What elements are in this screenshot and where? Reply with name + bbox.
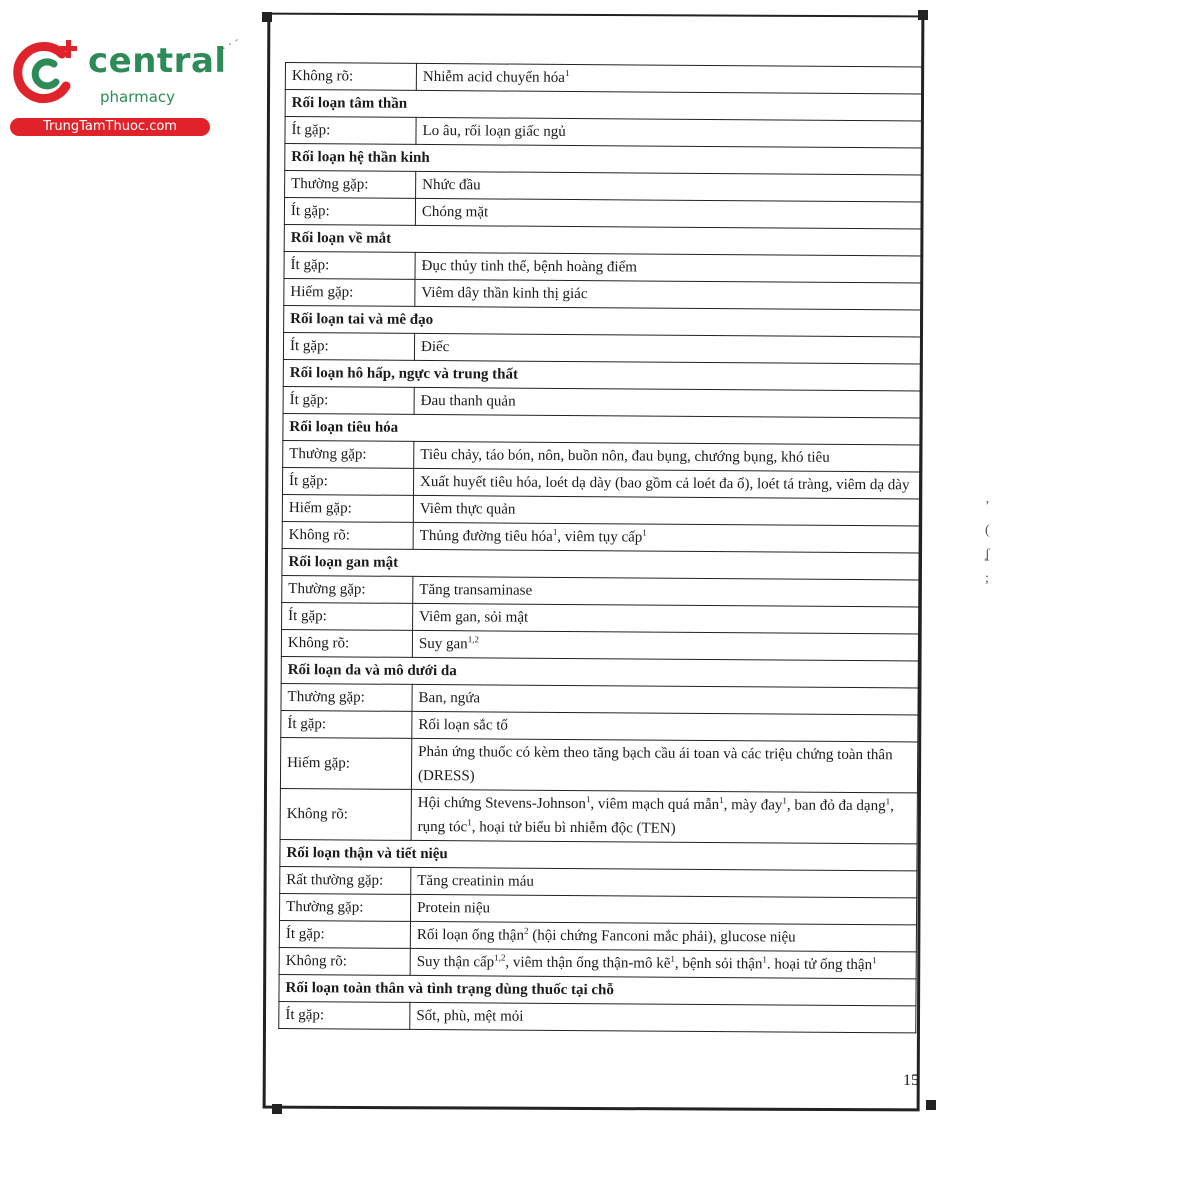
- effect-cell: [410, 948, 916, 979]
- effect-cell: [414, 333, 920, 364]
- footnote-ref: 1: [585, 794, 591, 805]
- effect-cell: [416, 171, 922, 202]
- effect-cell: [410, 1002, 916, 1033]
- effect-cell: [410, 921, 916, 952]
- adverse-effects-table: [278, 62, 923, 1033]
- frequency-cell: Không rõ:: [282, 521, 413, 549]
- effect-cell: [411, 894, 917, 925]
- effect-cell: [415, 279, 921, 310]
- margin-scan-marks: ʼ ( ʆ ;: [985, 499, 990, 586]
- effect-text: Rối loạn ống thận: [416, 926, 525, 944]
- crop-mark-bottom-left: [272, 1104, 282, 1114]
- effect-cell: [412, 684, 918, 715]
- effect-cell: [413, 576, 919, 607]
- section-title: Rối loạn tai và mê đạo: [284, 305, 921, 336]
- logo-url-banner: TrungTamThuoc.com: [10, 118, 210, 136]
- effect-text: , rụng tóc: [417, 798, 894, 836]
- section-title: Rối loạn tâm thần: [285, 90, 922, 121]
- frequency-cell: Không rõ:: [285, 63, 416, 91]
- frequency-cell: Rất thường gặp:: [280, 866, 411, 894]
- scan-specks: .·´: [222, 38, 241, 53]
- effect-cell: [416, 117, 922, 148]
- frequency-cell: Thường gặp:: [283, 440, 414, 468]
- effect-text: , viêm tụy cấp: [557, 528, 643, 546]
- central-pharmacy-logo-icon: [10, 36, 82, 108]
- effect-text: , bệnh sỏi thận: [674, 955, 763, 973]
- frequency-cell: Hiếm gặp:: [282, 494, 413, 522]
- effect-text: Đục thủy tinh thể, bệnh hoàng điểm: [421, 257, 638, 276]
- frequency-cell: Ít gặp:: [285, 117, 416, 145]
- effect-cell: [415, 252, 921, 283]
- effect-text: Viêm gan, sỏi mật: [419, 608, 529, 626]
- effect-text: Chóng mặt: [421, 203, 489, 221]
- frequency-cell: Ít gặp:: [282, 467, 413, 495]
- footnote-ref: 1,2: [494, 952, 506, 963]
- frequency-cell: Không rõ:: [280, 788, 411, 840]
- effect-text: Tăng transaminase: [419, 581, 533, 599]
- effect-text: Rối loạn sắc tố: [418, 716, 509, 734]
- footnote-ref: 1: [467, 817, 472, 828]
- frequency-cell: Thường gặp:: [282, 575, 413, 603]
- effect-text: Suy gan: [418, 635, 468, 653]
- effect-text: Phản ứng thuốc có kèm theo tăng bạch cầu ái toan và các triệu chứng toàn thân (DRESS): [417, 743, 893, 785]
- effect-cell: [412, 711, 918, 742]
- pharmacy-logo: [10, 36, 227, 136]
- section-title: Rối loạn gan mật: [282, 548, 919, 579]
- effect-text: , viêm thận ống thận-mô kẽ: [505, 954, 671, 972]
- crop-mark-top-left: [262, 12, 272, 22]
- effect-text: Suy thận cấp: [416, 953, 495, 971]
- effect-text: Sốt, phù, mệt mỏi: [416, 1007, 524, 1025]
- effect-text: Điếc: [420, 338, 450, 356]
- page-number: 15: [903, 1072, 919, 1089]
- crop-mark-top-right: [918, 10, 928, 20]
- footnote-ref: 1: [782, 795, 787, 806]
- frequency-cell: Ít gặp:: [282, 602, 413, 630]
- frequency-cell: Hiếm gặp:: [284, 278, 415, 306]
- effect-text: Tăng creatinin máu: [417, 872, 534, 890]
- table-row: [280, 737, 917, 792]
- effect-text: Viêm dây thần kinh thị giác: [421, 284, 588, 303]
- effect-cell: [411, 867, 917, 898]
- effect-cell: [414, 441, 920, 472]
- frequency-cell: Thường gặp:: [280, 893, 411, 921]
- frequency-cell: Ít gặp:: [283, 386, 414, 414]
- effect-cell: [412, 630, 918, 661]
- effect-cell: [416, 63, 922, 94]
- section-title: Rối loạn về mắt: [284, 224, 921, 255]
- section-title: Rối loạn hệ thần kinh: [285, 144, 922, 175]
- footnote-ref: 1: [719, 795, 724, 806]
- frequency-cell: Thường gặp:: [285, 171, 416, 199]
- section-title: Rối loạn toàn thân và tình trạng dùng thuốc tại chỗ: [279, 974, 916, 1005]
- frequency-cell: Ít gặp:: [284, 198, 415, 226]
- effect-text: Xuất huyết tiêu hóa, loét dạ dày (bao gồm cả loét đa ổ), loét tá tràng, viêm dạ dày: [420, 473, 910, 494]
- frequency-cell: Ít gặp:: [284, 251, 415, 279]
- effect-text: , hoại tử biểu bì nhiễm độc (TEN): [471, 819, 676, 837]
- effect-text: Nhức đầu: [422, 176, 481, 194]
- footnote-ref: 1: [885, 796, 891, 807]
- footnote-ref: 1: [762, 954, 767, 965]
- effect-text: Nhiễm acid chuyển hóa: [422, 68, 565, 86]
- effect-text: , viêm mạch quá mẫn: [590, 796, 720, 814]
- frequency-cell: Ít gặp:: [281, 710, 412, 738]
- effect-cell: [411, 738, 917, 793]
- footnote-ref: 2: [523, 925, 529, 936]
- effect-text: Đau thanh quản: [420, 392, 516, 410]
- logo-subtitle: pharmacy: [100, 88, 176, 106]
- footnote-ref: 1: [564, 67, 570, 78]
- footnote-ref: 1: [642, 527, 647, 538]
- effect-text: Viêm thực quản: [419, 500, 516, 518]
- section-title: Rối loạn thận và tiết niệu: [280, 839, 917, 870]
- section-title: Rối loạn da và mô dưới da: [281, 656, 918, 687]
- section-title: Rối loạn tiêu hóa: [283, 413, 920, 444]
- frequency-cell: Ít gặp:: [279, 1001, 410, 1029]
- effect-text: , ban đỏ đa dạng: [786, 797, 886, 815]
- frequency-cell: Ít gặp:: [283, 332, 414, 360]
- frequency-cell: Thường gặp:: [281, 683, 412, 711]
- effect-text: Lo âu, rối loạn giấc ngủ: [422, 122, 566, 140]
- adverse-effects-table-wrapper: [278, 62, 923, 1033]
- logo-brand: central: [88, 41, 227, 81]
- effect-text: . hoại tử ống thận: [766, 956, 873, 974]
- footnote-ref: 1: [670, 953, 675, 964]
- crop-mark-bottom-right: [926, 1100, 936, 1110]
- footnote-ref: 1: [872, 955, 877, 966]
- frequency-cell: Hiếm gặp:: [280, 737, 411, 789]
- effect-cell: [413, 468, 919, 499]
- footnote-ref: 1: [552, 526, 558, 537]
- effect-text: Thủng đường tiêu hóa: [419, 527, 553, 545]
- effect-text: (hội chứng Fanconi mắc phải), glucose niệu: [528, 927, 796, 946]
- table-row: [280, 788, 917, 843]
- effect-text: , mày đay: [723, 797, 783, 814]
- effect-cell: [413, 603, 919, 634]
- effect-cell: [411, 789, 917, 844]
- effect-cell: [413, 522, 919, 553]
- footnote-ref: 1,2: [467, 634, 480, 645]
- effect-text: Hội chứng Stevens-Johnson: [417, 794, 587, 813]
- effect-text: Ban, ngứa: [418, 689, 481, 707]
- table-row: [279, 1001, 916, 1032]
- effect-cell: [413, 495, 919, 526]
- frequency-cell: Không rõ:: [281, 629, 412, 657]
- frequency-cell: Ít gặp:: [279, 920, 410, 948]
- effect-text: Tiêu chảy, táo bón, nôn, buồn nôn, đau bụng, chướng bụng, khó tiêu: [420, 446, 830, 466]
- effect-cell: [414, 387, 920, 418]
- frequency-cell: Không rõ:: [279, 947, 410, 975]
- effect-text: Protein niệu: [417, 899, 491, 917]
- effect-cell: [415, 198, 921, 229]
- section-title: Rối loạn hô hấp, ngực và trung thất: [283, 359, 920, 390]
- table-body: [279, 63, 923, 1033]
